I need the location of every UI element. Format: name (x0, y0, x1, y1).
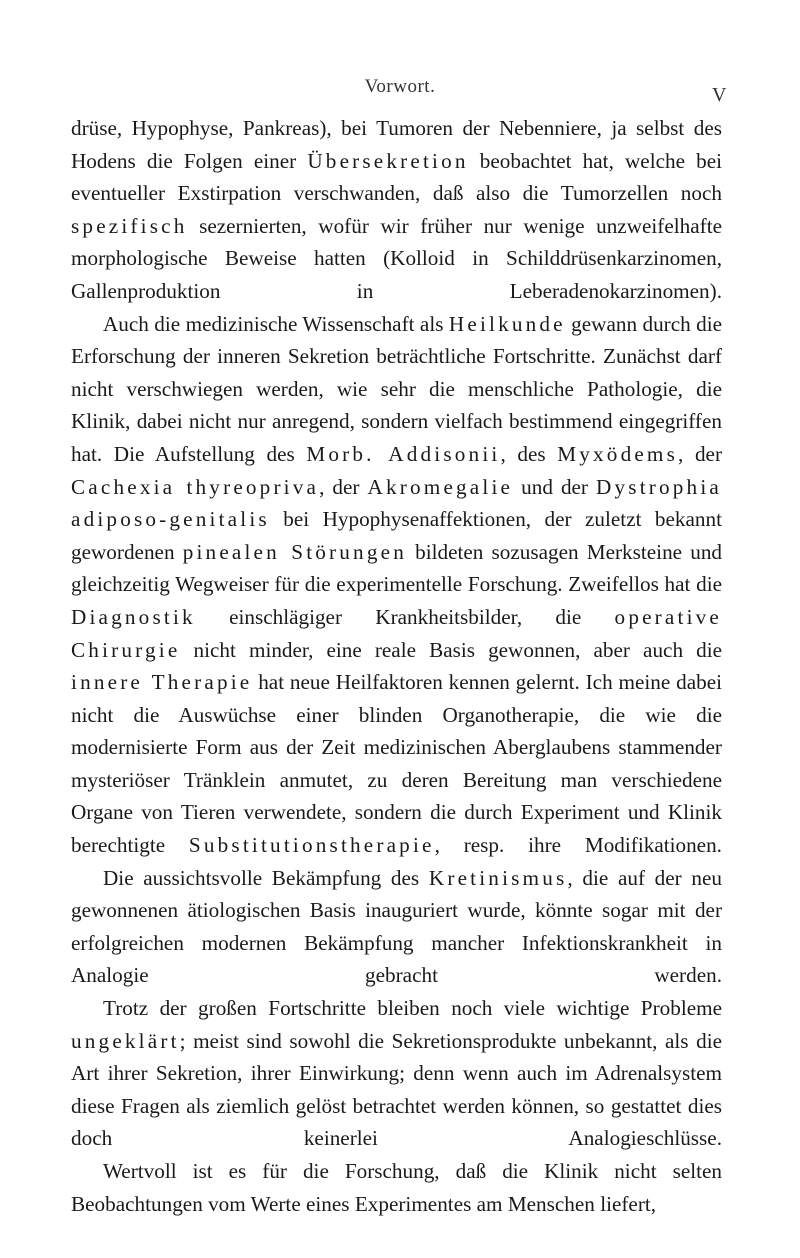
paragraph (71, 308, 722, 862)
spaced-term: Übersekretion (307, 148, 469, 173)
text-run: einschlägiger Krankheitsbilder, die (195, 604, 615, 629)
spaced-term: innere Therapie (71, 670, 253, 695)
text-run: hat neue Heilfaktoren kennen gelernt. Ich meine dabei nicht die Auswüchse einer blinden Organotherapie, die wie die modernisierte Form aus der Zeit medizinischen Aberglaubens stammender mysteriöser Tränklein anmutet, zu deren Bereitung man verschiedene Organe von Tieren verwendete, sondern die durch Experiment und Klinik berechtigte (71, 670, 722, 858)
text-run: nicht minder, eine reale Basis gewonnen, aber auch die (180, 637, 722, 662)
text-run: gewann durch die Erforschung der inneren Sekretion beträchtliche Fortschritte. Zunächst darf nicht verschwiegen werden, wie sehr die menschliche Pathologie, die Klinik, dabei nicht nur anregend, sondern vielfach bestimmend eingegriffen hat. Die Aufstellung des (71, 311, 723, 466)
text-run: ; meist sind sowohl die Sekretionsprodukte unbekannt, als die Art ihrer Sekretion, ihrer Einwirkung; denn wenn auch im Adrenalsystem diese Fragen als ziemlich gelöst betrachtet werden können, so gestattet dies doch keinerlei Analogieschlüsse. (71, 1028, 722, 1151)
paragraph (71, 1155, 722, 1220)
text-run: und der (513, 474, 597, 499)
spaced-term: Dystrophia adiposo-genitalis (71, 474, 722, 532)
text-run: , die auf der neu gewonnenen ätiologischen Basis inauguriert wurde, könnte sogar mit der erfolgreichen modernen Bekämpfung mancher Infektionskrankheit in Analogie gebracht werden. (71, 865, 722, 988)
spaced-term: Myxödems (557, 441, 679, 466)
spaced-term: ungeklärt (71, 1028, 180, 1053)
text-run: , der (678, 441, 722, 466)
spaced-term: Diagnostik (71, 604, 196, 629)
spaced-term: Morb. Addisonii (306, 441, 501, 466)
text-run: beobachtet hat, welche bei eventueller Exstirpation verschwanden, daß also die Tumorzellen noch (71, 148, 722, 206)
text-run: sezernierten, wofür wir früher nur wenige unzweifelhafte morphologische Beweise hatten (Kolloid in Schilddrüsenkarzinomen, Gallenproduktion in Leberadenokarzinomen). (71, 213, 722, 303)
spaced-term: Cachexia thyreopriva (71, 474, 320, 499)
spaced-term: pinealen Störungen (182, 539, 407, 564)
text-run: , resp. ihre Modifikationen. (434, 833, 722, 858)
paragraph (71, 992, 722, 1155)
spaced-term: operative Chirurgie (71, 604, 722, 662)
paragraph (71, 112, 722, 308)
spaced-term: Heilkunde (448, 311, 566, 336)
text-run: Die aussichtsvolle Bekämpfung des (103, 865, 429, 890)
text-run: , des (500, 441, 558, 466)
spaced-term: Kretinismus (428, 865, 568, 890)
spaced-term: spezifisch (71, 213, 188, 238)
running-head: Vorwort. (364, 76, 436, 97)
body-text (71, 112, 722, 1220)
text-run: drüse, Hypophyse, Pankreas), bei Tumoren der Nebenniere, ja selbst des Hodens die Folgen einer (71, 116, 722, 173)
spaced-term: Akromegalie (367, 474, 514, 499)
page-number: V (712, 84, 727, 106)
text-run: Auch die medizinische Wissenschaft als (103, 311, 449, 336)
text-run: bildeten sozusagen Merksteine und gleichzeitig Wegweiser für die experimentelle Forschung. Zweifellos hat die (71, 539, 723, 597)
paragraph (71, 862, 722, 992)
text-run: bei Hypophysenaffektionen, der zuletzt bekannt gewordenen (71, 507, 722, 564)
text-run: Trotz der großen Fortschritte bleiben noch viele wichtige Probleme (103, 996, 722, 1021)
text-run: , der (319, 474, 368, 499)
text-run: Wertvoll ist es für die Forschung, daß die Klinik nicht selten Beobachtungen vom Werte eines Experimentes am Menschen liefert, (71, 1159, 722, 1216)
spaced-term: Substitutionstherapie (188, 833, 435, 858)
